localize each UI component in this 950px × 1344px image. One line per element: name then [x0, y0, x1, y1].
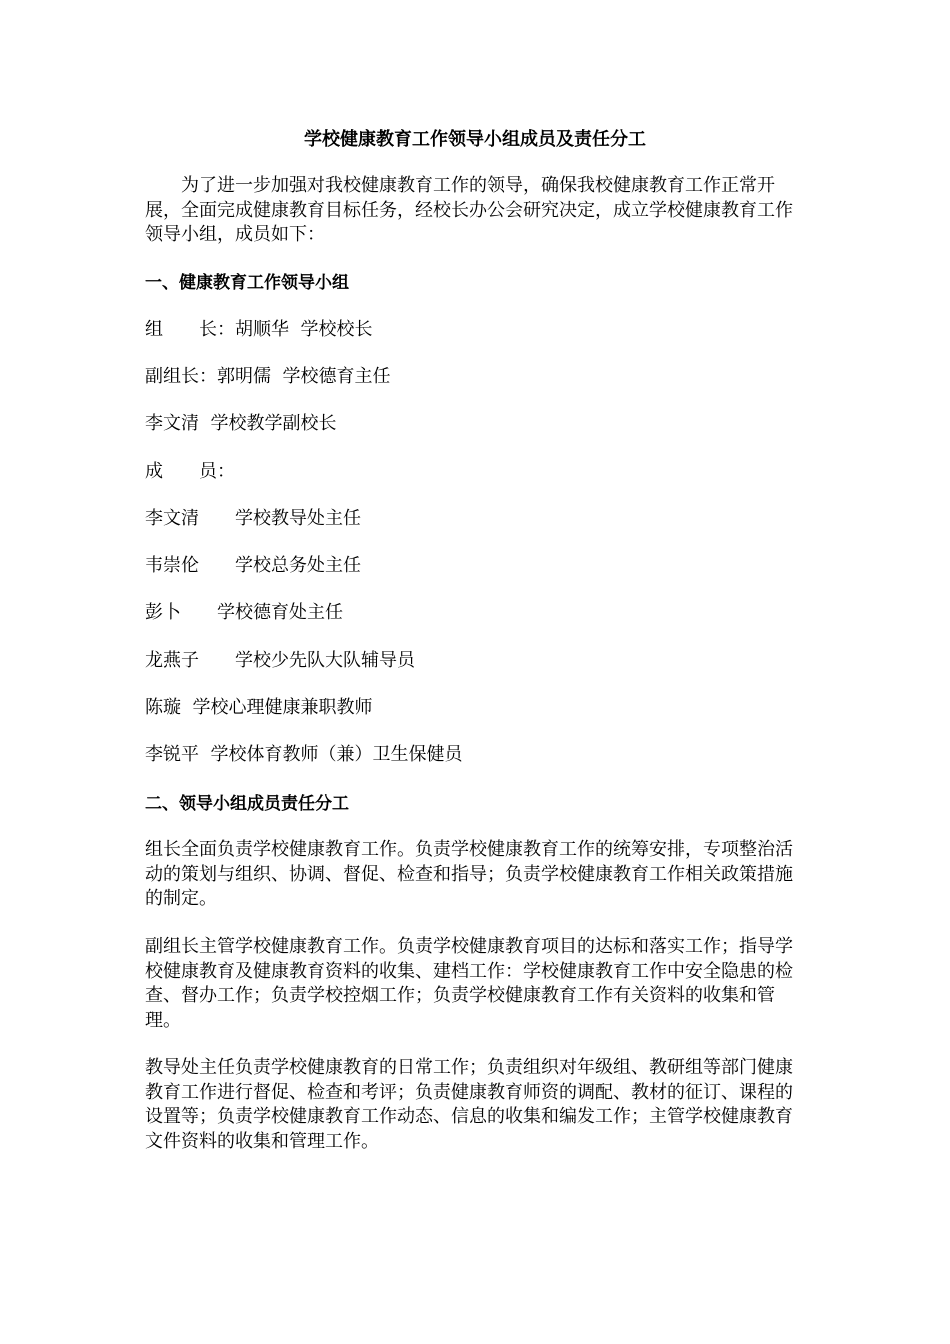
member-line: 李文清 学校教导处主任 [145, 508, 361, 529]
document-title: 学校健康教育工作领导小组成员及责任分工 [304, 129, 646, 150]
responsibility-paragraph-deputy: 副组长主管学校健康教育工作。负责学校健康教育项目的达标和落实工作；指导学校健康教育及健康教育资料的收集、建档工作：学校健康教育工作中安全隐患的检查、督办工作；负责学校控烟工作；负责学校健康教育工作有关资料的收集和管理。 [145, 936, 793, 1031]
section-heading-responsibilities: 二、领导小组成员责任分工 [145, 794, 349, 814]
member-line: 韦崇伦 学校总务处主任 [145, 555, 361, 576]
members-label: 成 员： [145, 461, 235, 482]
responsibility-paragraph-leader: 组长全面负责学校健康教育工作。负责学校健康教育工作的统筹安排，专项整治活动的策划与组织、协调、督促、检查和指导；负责学校健康教育工作相关政策措施的制定。 [145, 839, 793, 909]
member-line-group-leader: 组 长：胡顺华 学校校长 [145, 319, 373, 340]
member-line: 李锐平 学校体育教师（兼）卫生保健员 [145, 744, 463, 765]
member-line: 龙燕子 学校少先队大队辅导员 [145, 650, 415, 671]
section-heading-leadership-group: 一、健康教育工作领导小组 [145, 273, 349, 293]
member-line-deputy-leader: 副组长：郭明儒 学校德育主任 [145, 366, 391, 387]
member-line: 陈璇 学校心理健康兼职教师 [145, 697, 373, 718]
member-line: 彭卜 学校德育处主任 [145, 602, 343, 623]
responsibility-paragraph-academic-director: 教导处主任负责学校健康教育的日常工作；负责组织对年级组、教研组等部门健康教育工作进行督促、检查和考评；负责健康教育师资的调配、教材的征订、课程的设置等；负责学校健康教育工作动态、信息的收集和编发工作；主管学校健康教育文件资料的收集和管理工作。 [145, 1057, 793, 1152]
intro-paragraph: 为了进一步加强对我校健康教育工作的领导，确保我校健康教育工作正常开展，全面完成健康教育目标任务，经校长办公会研究决定，成立学校健康教育工作领导小组，成员如下： [145, 175, 793, 245]
member-line-deputy-leader-2: 李文清 学校教学副校长 [145, 413, 337, 434]
